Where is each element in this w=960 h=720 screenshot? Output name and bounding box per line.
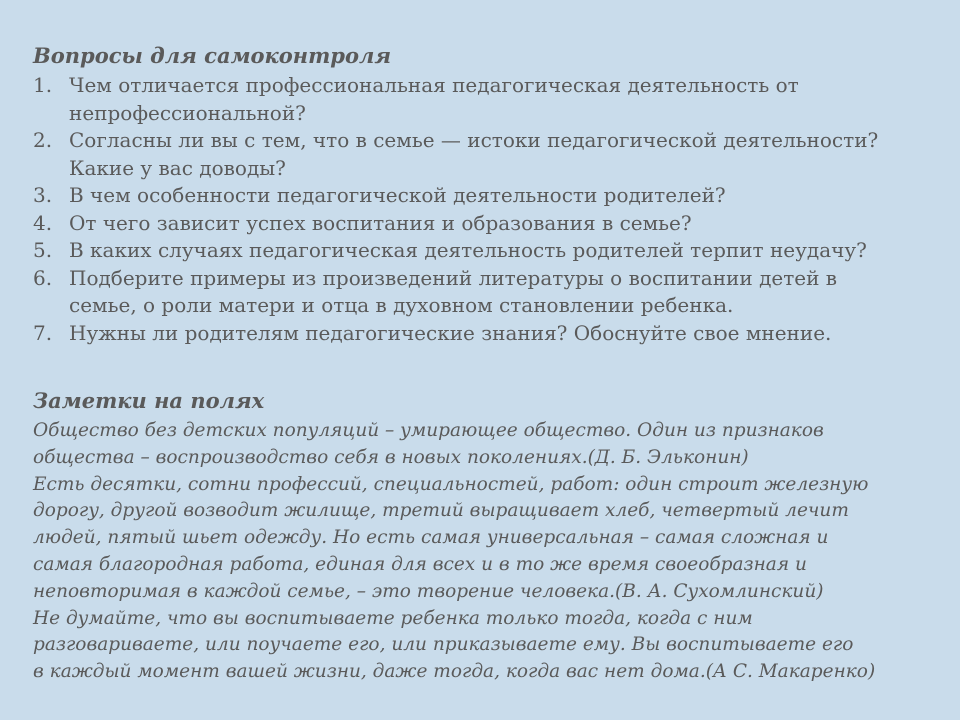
question-item <box>33 127 933 182</box>
question-number: 6. <box>33 265 53 290</box>
question-number: 3. <box>33 183 53 207</box>
question-text: Какие у вас доводы? <box>69 155 286 180</box>
notes-line: в каждый момент вашей жизни, даже тогда, когда вас нет дома.(А С. Макаренко) <box>33 661 876 683</box>
notes-line: людей, пятый шьет одежду. Но есть самая универсальная – самая сложная и <box>33 527 829 549</box>
questions-title: Вопросы для самоконтроля <box>33 43 392 68</box>
notes-line: дорогу, другой возводит жилище, третий выращивает хлеб, четвертый лечит <box>33 500 849 522</box>
question-text: Согласны ли вы с тем, что в семье — истоки педагогической деятельности? <box>69 128 879 152</box>
notes-line: Есть десятки, сотни профессий, специальностей, работ: один строит железную <box>33 473 869 495</box>
notes-title: Заметки на полях <box>33 388 265 413</box>
question-text: От чего зависит успех воспитания и образования в семье? <box>69 210 692 235</box>
notes-block <box>33 418 943 686</box>
question-item <box>33 210 933 238</box>
notes-line: самая благородная работа, единая для всех и в то же время своеобразная и <box>33 553 807 575</box>
question-text: Нужны ли родителям педагогические знания? Обоснуйте свое мнение. <box>69 320 832 345</box>
question-number: 5. <box>33 238 53 262</box>
question-text: непрофессиональной? <box>69 100 306 125</box>
question-number: 1. <box>33 73 53 97</box>
question-text: семье, о роли матери и отца в духовном становлении ребенка. <box>69 293 734 317</box>
question-text: Подберите примеры из произведений литературы о воспитании детей в <box>69 265 838 290</box>
question-item <box>33 182 933 210</box>
question-item <box>33 72 933 127</box>
question-text: В каких случаях педагогическая деятельность родителей терпит неудачу? <box>69 238 867 262</box>
notes-line: общества – воспроизводство себя в новых поколениях.(Д. Б. Эльконин) <box>33 446 749 468</box>
question-number: 2. <box>33 128 53 152</box>
question-item <box>33 320 933 348</box>
notes-line: Общество без детских популяций – умирающее общество. Один из признаков <box>33 420 824 441</box>
notes-line: разговариваете, или поучаете его, или приказываете ему. Вы воспитываете его <box>33 634 854 656</box>
question-number: 7. <box>33 320 53 345</box>
question-text: В чем особенности педагогической деятельности родителей? <box>69 183 726 207</box>
question-number: 4. <box>33 210 53 235</box>
question-text: Чем отличается профессиональная педагогическая деятельность от <box>69 73 799 97</box>
question-item <box>33 237 933 265</box>
questions-list <box>33 72 933 347</box>
notes-line: неповторимая в каждой семье, – это творение человека.(В. А. Сухомлинский) <box>33 580 824 602</box>
question-item <box>33 265 933 320</box>
notes-line: Не думайте, что вы воспитываете ребенка только тогда, когда с ним <box>33 607 753 629</box>
